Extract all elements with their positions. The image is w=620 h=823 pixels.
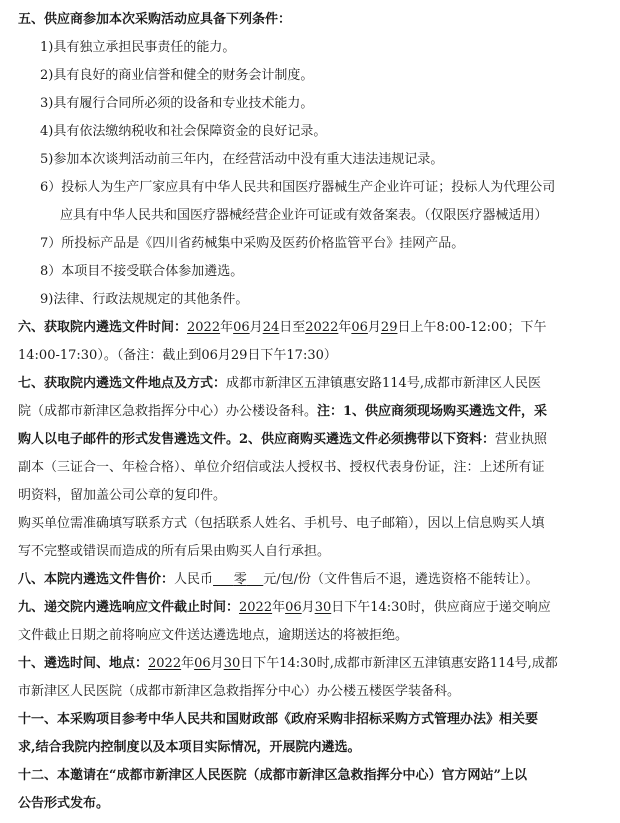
- deadline-day: 30: [314, 600, 332, 615]
- section-7-line-1: 七、获取院内遴选文件地点及方式：成都市新津区五津镇惠安路114号,成都市新津区人民医: [18, 376, 541, 391]
- section-12-line-1: 十二、本邀请在“成都市新津区人民医院（成都市新津区急救指挥分中心）官方网站”上以: [18, 768, 527, 783]
- section-10-line-1: 十、遴选时间、地点：2022年06月30日下午14:30时,成都市新津区五津镇惠安路114号,成都: [18, 656, 558, 671]
- section-11-line-1: 十一、本采购项目参考中华人民共和国财政部《政府采购非招标采购方式管理办法》相关要: [18, 712, 539, 727]
- start-day: 24: [262, 320, 280, 335]
- section-12-line-2: 公告形式发布。: [18, 796, 110, 811]
- section-5-item-1: 1)具有独立承担民事责任的能力。: [40, 40, 236, 55]
- end-month: 06: [351, 320, 368, 335]
- document-price: 零: [233, 572, 247, 587]
- document-body: [18, 6, 608, 818]
- deadline-year: 2022: [239, 600, 273, 615]
- section-7-line-5: 明资料，留加盖公司公章的复印件。: [18, 488, 227, 503]
- section-8-heading: 八、本院内遴选文件售价：: [18, 572, 175, 587]
- section-5-item-2: 2)具有良好的商业信誉和健全的财务会计制度。: [40, 68, 314, 83]
- start-month: 06: [233, 320, 250, 335]
- section-5-item-4: 4)具有依法缴纳税收和社会保障资金的良好记录。: [40, 124, 327, 139]
- section-5-item-8: 8）本项目不接受联合体参加遴选。: [40, 264, 244, 279]
- start-year: 2022: [187, 320, 221, 335]
- section-5-item-5: 5)参加本次谈判活动前三年内，在经营活动中没有重大违法违规记录。: [40, 152, 444, 167]
- section-5-heading: 五、供应商参加本次采购活动应具备下列条件：: [18, 12, 292, 27]
- section-7-line-2: 院（成都市新津区急救指挥分中心）办公楼设备科。注：1、供应商须现场购买遴选文件，采: [18, 404, 548, 419]
- selection-year: 2022: [148, 656, 182, 671]
- section-8-line-1: 八、本院内遴选文件售价：人民币 零 元/包/份（文件售后不退，遴选资格不能转让）。: [18, 572, 539, 587]
- section-5-item-6-line-2: 应具有中华人民共和国医疗器械经营企业许可证或有效备案表。（仅限医疗器械适用）: [60, 208, 548, 223]
- section-11-line-2: 求,结合我院内控制度以及本项目实际情况，开展院内遴选。: [18, 740, 361, 755]
- selection-day: 30: [223, 656, 241, 671]
- section-10-line-2: 市新津区人民医院（成都市新津区急救指挥分中心）办公楼五楼医学装备科。: [18, 684, 461, 699]
- deadline-month: 06: [285, 600, 302, 615]
- section-5-item-7: 7）所投标产品是《四川省药械集中采购及医药价格监管平台》挂网产品。: [40, 236, 465, 251]
- section-6-heading: 六、获取院内遴选文件时间：: [18, 320, 188, 335]
- section-7-line-4: 副本（三证合一、年检合格）、单位介绍信或法人授权书、授权代表身份证，注：上述所有证: [18, 460, 545, 475]
- section-9-line-1: 九、递交院内遴选响应文件截止时间：2022年06月30日下午14:30时，供应商应于递交响应: [18, 600, 551, 615]
- section-7-line-6: 购买单位需准确填写联系方式（包括联系人姓名、手机号、电子邮箱），因以上信息购买人填: [18, 516, 545, 531]
- end-year: 2022: [305, 320, 339, 335]
- section-5-item-6-line-1: 6）投标人为生产厂家应具有中华人民共和国医疗器械生产企业许可证；投标人为代理公司: [40, 180, 556, 195]
- section-6-line-1: 六、获取院内遴选文件时间：2022年06月24日至2022年06月29日上午8:00-12:00；下午: [18, 320, 547, 335]
- section-6-line-2: 14:00-17:30）。（备注：截止到06月29日下午17:30）: [18, 348, 337, 363]
- section-5-item-3: 3)具有履行合同所必须的设备和专业技术能力。: [40, 96, 314, 111]
- section-7-line-7: 写不完整或错误而造成的所有后果由购买人自行承担。: [18, 544, 331, 559]
- section-5-item-9: 9)法律、行政法规规定的其他条件。: [40, 292, 249, 307]
- section-7-line-3: 购人以电子邮件的形式发售遴选文件。2、供应商购买遴选文件必须携带以下资料：营业执照: [18, 432, 548, 447]
- section-10-heading: 十、遴选时间、地点：: [18, 656, 149, 671]
- selection-month: 06: [194, 656, 211, 671]
- end-day: 29: [380, 320, 398, 335]
- section-9-line-2: 文件截止日期之前将响应文件送达遴选地点，逾期送达的将被拒绝。: [18, 628, 409, 643]
- section-7-heading: 七、获取院内遴选文件地点及方式：: [18, 376, 227, 391]
- section-9-heading: 九、递交院内遴选响应文件截止时间：: [18, 600, 240, 615]
